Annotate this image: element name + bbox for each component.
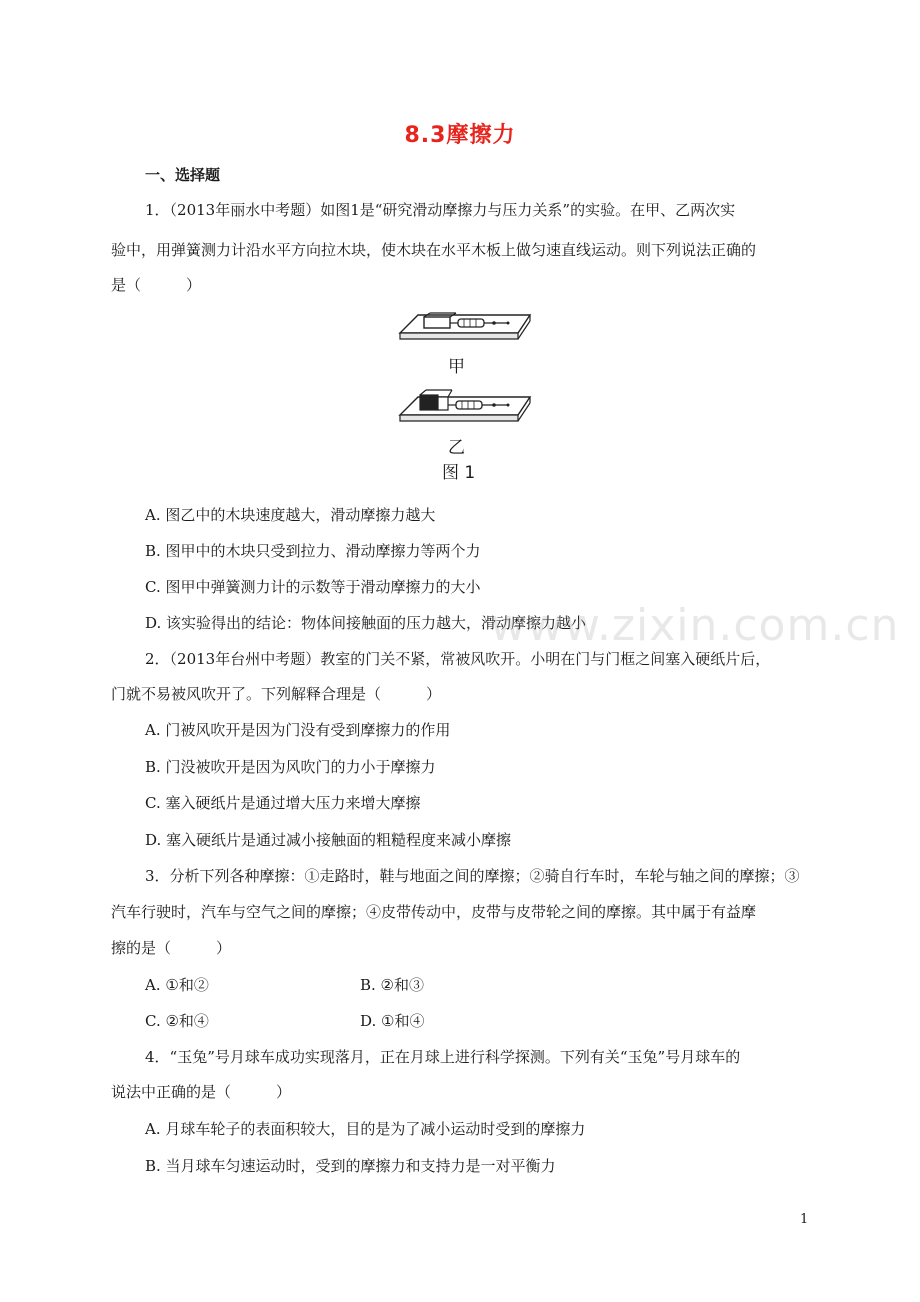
question-3-line-3: 擦的是（ ） — [111, 939, 232, 957]
q3-option-d: D. ①和④ — [360, 1012, 425, 1030]
q2-option-c: C. 塞入硬纸片是通过增大压力来增大摩擦 — [145, 794, 421, 812]
question-2-line-1: 2．（2013年台州中考题）教室的门关不紧，常被风吹开。小明在门与门框之间塞入硬纸片后， — [145, 650, 771, 668]
figure-label-jia: 甲 — [448, 357, 465, 377]
q2-option-b: B. 门没被吹开是因为风吹门的力小于摩擦力 — [145, 758, 436, 776]
question-1-line-2: 验中，用弹簧测力计沿水平方向拉木块，使木块在水平木板上做匀速直线运动。则下列说法正确的 — [111, 241, 757, 259]
board-a-drawing — [400, 313, 530, 339]
experiment-diagram — [390, 305, 540, 445]
question-1-line-1: 1．（2013年丽水中考题）如图1是“研究滑动摩擦力与压力关系”的实验。在甲、乙两次实 — [145, 201, 736, 219]
page-title: 8.3摩擦力 — [404, 123, 516, 148]
q2-option-d: D. 塞入硬纸片是通过减小接触面的粗糙程度来减小摩擦 — [145, 831, 512, 849]
page-number: 1 — [800, 1212, 809, 1227]
q1-option-c: C. 图甲中弹簧测力计的示数等于滑动摩擦力的大小 — [145, 578, 481, 596]
question-2-line-2: 门就不易被风吹开了。下列解释合理是（ ） — [111, 685, 442, 703]
figure-label-yi: 乙 — [448, 438, 465, 458]
q1-option-b: B. 图甲中的木块只受到拉力、滑动摩擦力等两个力 — [145, 542, 481, 560]
q3-option-b: B. ②和③ — [360, 976, 425, 994]
q3-option-a: A. ①和② — [145, 976, 209, 994]
q4-option-b: B. 当月球车匀速运动时，受到的摩擦力和支持力是一对平衡力 — [145, 1157, 556, 1175]
q3-option-c: C. ②和④ — [145, 1012, 209, 1030]
board-b-drawing — [400, 390, 530, 421]
figure-1 — [390, 305, 540, 483]
question-3-line-2: 汽车行驶时，汽车与空气之间的摩擦；④皮带传动中，皮带与皮带轮之间的摩擦。其中属于有益摩 — [111, 903, 757, 921]
section-heading: 一、选择题 — [145, 166, 221, 184]
question-3-line-1: 3．分析下列各种摩擦：①走路时，鞋与地面之间的摩擦；②骑自行车时，车轮与轴之间的摩擦；③ — [145, 867, 800, 885]
q1-option-a: A. 图乙中的木块速度越大，滑动摩擦力越大 — [145, 506, 436, 524]
question-1-line-3: 是（ ） — [111, 276, 202, 294]
watermark: www.zixin.com.cn — [490, 600, 900, 651]
question-4-line-2: 说法中正确的是（ ） — [111, 1083, 292, 1101]
q4-option-a: A. 月球车轮子的表面积较大，目的是为了减小运动时受到的摩擦力 — [145, 1120, 586, 1138]
figure-caption: 图 1 — [442, 463, 476, 483]
q2-option-a: A. 门被风吹开是因为门没有受到摩擦力的作用 — [145, 721, 451, 739]
question-4-line-1: 4．“玉兔”号月球车成功实现落月，正在月球上进行科学探测。下列有关“玉兔”号月球车的 — [145, 1048, 741, 1066]
q1-option-d: D. 该实验得出的结论：物体间接触面的压力越大，滑动摩擦力越小 — [145, 614, 587, 632]
